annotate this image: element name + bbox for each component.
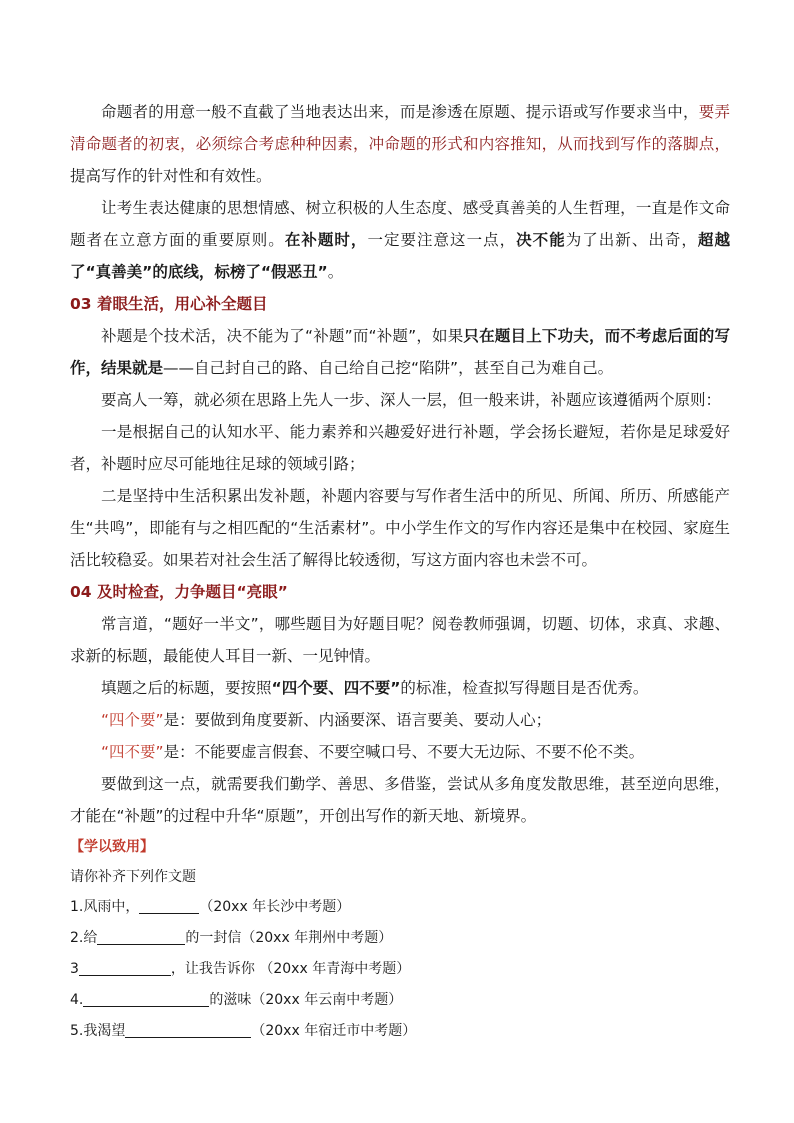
- paragraph-5: 一是根据自己的认知水平、能力素养和兴趣爱好进行补题，学会扬长避短，若你是足球爱好者，补题时应尽可能地往足球的领域引路；: [70, 423, 730, 473]
- answer-blank[interactable]: [139, 897, 199, 914]
- paragraph-7: 常言道，“题好一半文”，哪些题目为好题目呢？阅卷教师强调，切题、切体，求真、求趣、求新的标题，最能使人耳目一新、一见钟情。: [70, 615, 730, 665]
- answer-blank[interactable]: [97, 928, 185, 945]
- paragraph-6: 二是坚持中生活积累出发补题，补题内容要与写作者生活中的所见、所闻、所历、所感能产生“共鸣”，即能有与之相匹配的“生活素材”。中小学生作文的写作内容还是集中在校园、家庭生活比较稳妥。如果若对社会生活了解得比较透彻，写这方面内容也未尝不可。: [70, 487, 730, 569]
- practice-item-4: 4. 的滋味（20xx 年云南中考题）: [70, 992, 403, 1008]
- practice-item-3: 3 ，让我告诉你 （20xx 年青海中考题）: [70, 961, 411, 977]
- paragraph-11: 要做到这一点，就需要我们勤学、善思、多借鉴，尝试从多角度发散思维，甚至逆向思维，才能在“补题”的过程中升华“原题”，开创出写作的新天地、新境界。: [70, 775, 730, 825]
- paragraph-2: 让考生表达健康的思想情感、树立积极的人生态度、感受真善美的人生哲理，一直是作文命题者在立意方面的重要原则。在补题时，一定要注意这一点，决不能为了出新、出奇，超越了“真善美”的底线，标榜了“假恶丑”。: [70, 199, 730, 281]
- practice-item-1: 1.风雨中， （20xx 年长沙中考题）: [70, 899, 351, 915]
- paragraph-8: 填题之后的标题，要按照“四个要、四不要”的标准，检查拟写得题目是否优秀。: [101, 679, 649, 697]
- section-heading-04: 04 及时检查，力争题目“亮眼”: [70, 583, 288, 601]
- paragraph-4: 要高人一筹，就必须在思路上先人一步、深人一层，但一般来讲，补题应该遵循两个原则：: [101, 391, 722, 409]
- highlighted-text: 要弄清命题者的初衷，必须综合考虑种种因素，冲命题的形式和内容推知，从而找到写作的落脚点，: [70, 103, 730, 153]
- answer-blank[interactable]: [125, 1021, 251, 1038]
- answer-blank[interactable]: [83, 990, 209, 1007]
- paragraph-3: 补题是个技术活，决不能为了“补题”而“补题”，如果只在题目上下功夫，而不考虑后面的写作，结果就是——自己封自己的路、自己给自己挖“陷阱”，甚至自己为难自己。: [70, 327, 730, 377]
- practice-item-5: 5.我渴望 （20xx 年宿迁市中考题）: [70, 1023, 417, 1039]
- answer-blank[interactable]: [79, 959, 171, 976]
- practice-title: 【学以致用】: [70, 839, 154, 855]
- paragraph-1: 命题者的用意一般不直截了当地表达出来，而是渗透在原题、提示语或写作要求当中，要弄清命题者的初衷，必须综合考虑种种因素，冲命题的形式和内容推知，从而找到写作的落脚点，提高写作的针对性和有效性。: [70, 103, 730, 185]
- practice-item-2: 2.给 的一封信（20xx 年荆州中考题）: [70, 930, 393, 946]
- document-page: [70, 96, 730, 1047]
- practice-instruction: 请你补齐下列作文题: [70, 869, 196, 885]
- paragraph-10: “四不要”是：不能要虚言假套、不要空喊口号、不要大无边际、不要不伦不类。: [101, 743, 645, 761]
- section-heading-03: 03 着眼生活，用心补全题目: [70, 295, 268, 313]
- paragraph-9: “四个要”是：要做到角度要新、内涵要深、语言要美、要动人心；: [101, 711, 552, 729]
